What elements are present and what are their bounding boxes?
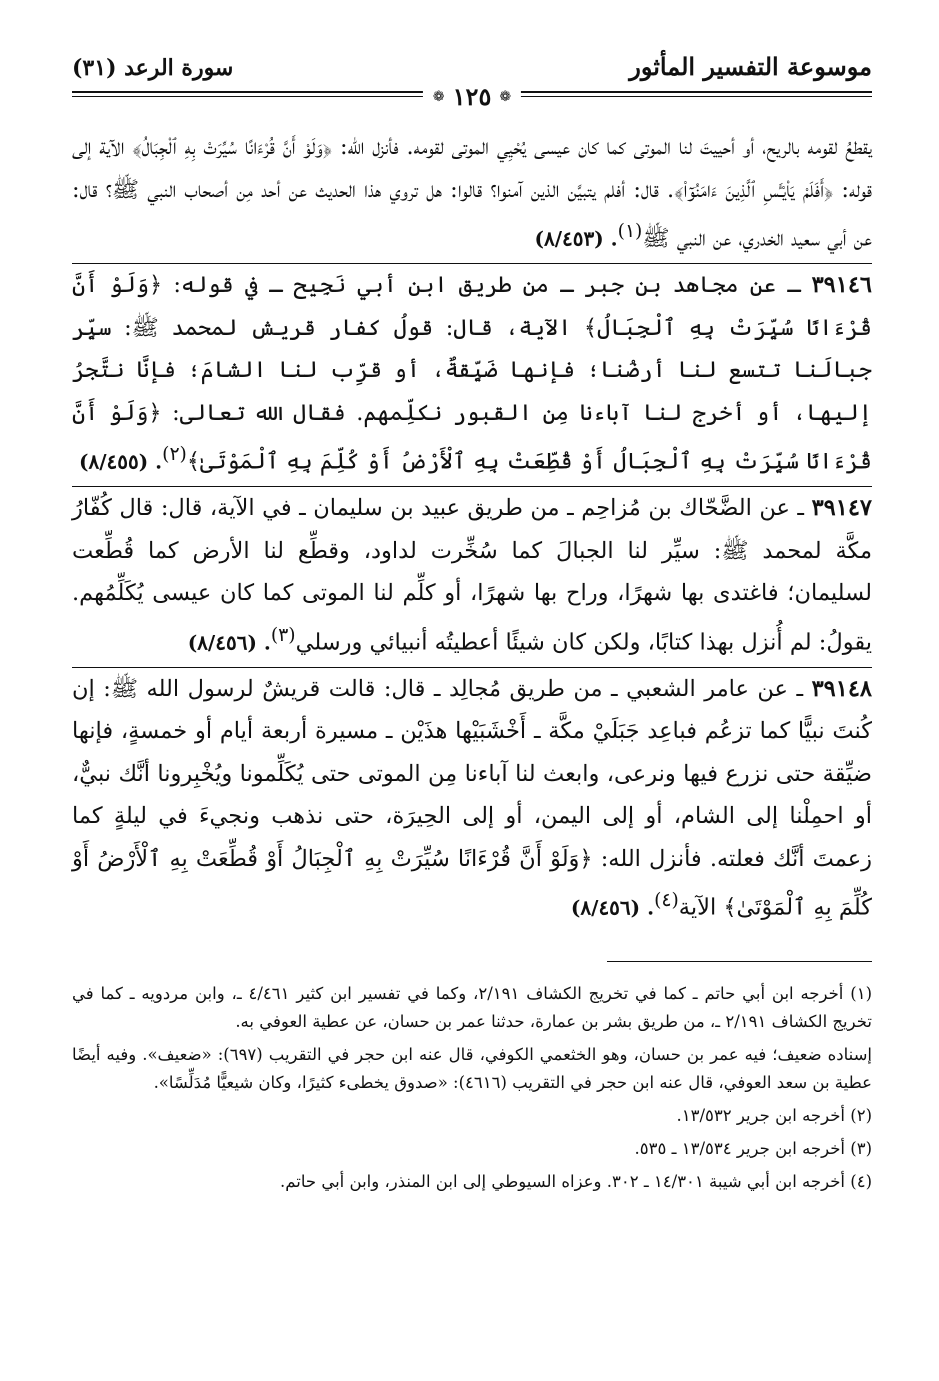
hadith-text: ـ عن عامر الشعبي ـ من طريق مُجالِد ـ قال: قالت قريشٌ لرسول الله ﷺ: إن كُنتَ نبيًّا كما تزعُم فباعِد جَبَلَيْ مكَّة ـ أَخْشَبَيْها هذَيْن ـ مسيرة أربعة أيام أو خمسةٍ، فإنها ضيِّقة حتى نزرع فيها ونرعى، وابعث لنا آباءنا مِن الموتى حتى يُكَلِّمونا ويُخْبِرونا أنَّك نبيٌّ، أو احمِلْنا إلى الشام، أو إلى اليمن، أو إلى الحِيرَة، حتى نذهب ونجيءَ في ليلةٍ كما زعمتَ أنَّك فعلته. فأنزل الله: ﴿وَلَوْ أَنَّ قُرْءَانًا سُيِّرَتْ بِهِ ٱلْجِبَالُ أَوْ قُطِّعَتْ بِهِ ٱلْأَرْضُ أَوْ كُلِّمَ بِهِ ٱلْمَوْتَىٰ﴾ الآية (72, 675, 872, 921)
intro-line-2: فأنزل الله: ﴿وَلَوْ أَنَّ قُرْءَانًا سُيِّرَتْ بِهِ ٱلْجِبَالُ﴾ الآية إلى قوله: ﴿أَفَلَمْ يَاْيْـَٔسِ ٱلَّذِينَ ءَامَنُوٓا۟﴾. قال: أفلم يتبيَّن الذين آمنوا؟ قالوا: هل تروي هذا الحديث عن أحد مِن أصحاب النبي ﷺ؟ قال: عن أبي سعيد الخدري، عن النبي ﷺ (72, 134, 872, 252)
hadith-39147 (72, 487, 872, 664)
page-number-block (423, 82, 521, 111)
main-text (72, 126, 872, 929)
footnote-marker: (١) (617, 221, 643, 242)
ornament-right-icon: ❁ (499, 88, 512, 105)
footnote-3: (٣) أخرجه ابن جرير ١٣/٥٣٤ ـ ٥٣٥. (634, 1139, 872, 1158)
hadith-39146 (72, 264, 872, 483)
intro-line-1: يقطعُ لقومه بالريح، أو أحييتَ لنا الموتى كما كان عيسى يُحْيِي الموتى لقومه. (406, 134, 873, 160)
page (72, 52, 872, 1201)
hadith-number: ٣٩١٤٨ (811, 675, 872, 702)
footnote-1: (١) أخرجه ابن أبي حاتم ـ كما في تخريج الكشاف ٢/١٩١، وكما في تفسير ابن كثير ٤/٤٦١ ـ، وابن مردويه ـ كما في تخريج الكشاف ٢/١٩١ ـ، من طريق بشر بن عمارة، حدثنا عمر بن حسان، عن عطية العوفي به. (72, 984, 872, 1031)
ornament-left-icon: ❁ (432, 88, 445, 105)
book-title: موسوعة التفسير المأثور (629, 52, 872, 81)
footnote-1-grading: إسناده ضعيف؛ فيه عمر بن حسان، وهو الخثعمي الكوفي، قال عنه ابن حجر في التقريب (٦٩٧): «ضعيف». وفيه أيضًا عطية بن سعد العوفي، قال عنه ابن حجر في التقريب (٤٦١٦): «صدوق يخطىء كثيرًا، وكان شيعيًّا مُدَلِّسًا». (72, 1045, 872, 1092)
footnote-marker: (٤) (654, 890, 679, 911)
footnote-4: (٤) أخرجه ابن أبي شيبة ١٤/٣٠١ ـ ٣٠٢. وعزاه السيوطي إلى ابن المنذر، وابن أبي حاتم. (280, 1172, 872, 1191)
footnotes (72, 961, 872, 1196)
intro-paragraph (72, 126, 872, 260)
volume-reference: . (٨/٤٥٦) (570, 895, 655, 920)
volume-reference: . (٨/٤٥٦) (187, 630, 271, 654)
surah-title: سورة الرعد (٣١) (72, 55, 234, 81)
footnote-2: (٢) أخرجه ابن جرير ١٣/٥٣٢. (676, 1106, 872, 1125)
hadith-number: ٣٩١٤٦ (811, 272, 872, 298)
page-number: ١٢٥ (452, 82, 492, 111)
page-header (72, 52, 872, 116)
hadith-39148 (72, 668, 872, 930)
footnote-marker: (٣) (270, 624, 296, 646)
hadith-text: ـ عن الضَّحّاك بن مُزاحِم ـ من طريق عبيد بن سليمان ـ في الآية، قال: قال كُفّارُ مكَّة لمحمد ﷺ: سيِّر لنا الجبالَ كما سُخِّرت لداود، وقطِّع لنا الأرض كما قُطِّعت لسليمان؛ فاغتدى بها شهرًا، وراح بها شهرًا، أو كلِّم لنا الموتى كما كان عيسى يُكَلِّمُهم. يقولُ: لم أُنزل بهذا كتابًا، ولكن كان شيئًا أعطيتُه أنبيائي ورسلي (72, 495, 873, 655)
footnote-marker: (٢) (162, 444, 187, 465)
volume-reference: . (٨/٤٥٥) (79, 449, 163, 474)
hadith-number: ٣٩١٤٧ (811, 495, 872, 521)
footnote-rule (607, 961, 872, 962)
volume-reference: . (٨/٤٥٣) (534, 226, 618, 251)
hadith-text: ـ عن مجاهد بن جبر ـ من طريق ابن أبي نَجِيح ـ في قوله: ﴿وَلَوْ أَنَّ قُرْءَانًا سُيِّرَتْ بِهِ ٱلْجِبَالُ﴾ الآية، قال: قولُ كفار قريش لمحمد ﷺ: سيِّر جبالَنا تتسع لنا أرضُنا؛ فإنها ضَيِّقةٌ، أو قرِّب لنا الشامَ؛ فإنَّا نتَّجرُ إليها، أو أخرج لنا آباءنا مِن القبور نكلِّمهم. فقال الله تعالى: ﴿وَلَوْ أَنَّ قُرْءَانًا سُيِّرَتْ بِهِ ٱلْجِبَالُ أَوْ قُطِّعَتْ بِهِ ٱلْأَرْضُ أَوْ كُلِّمَ بِهِ ٱلْمَوْتَىٰ﴾ (72, 272, 872, 475)
